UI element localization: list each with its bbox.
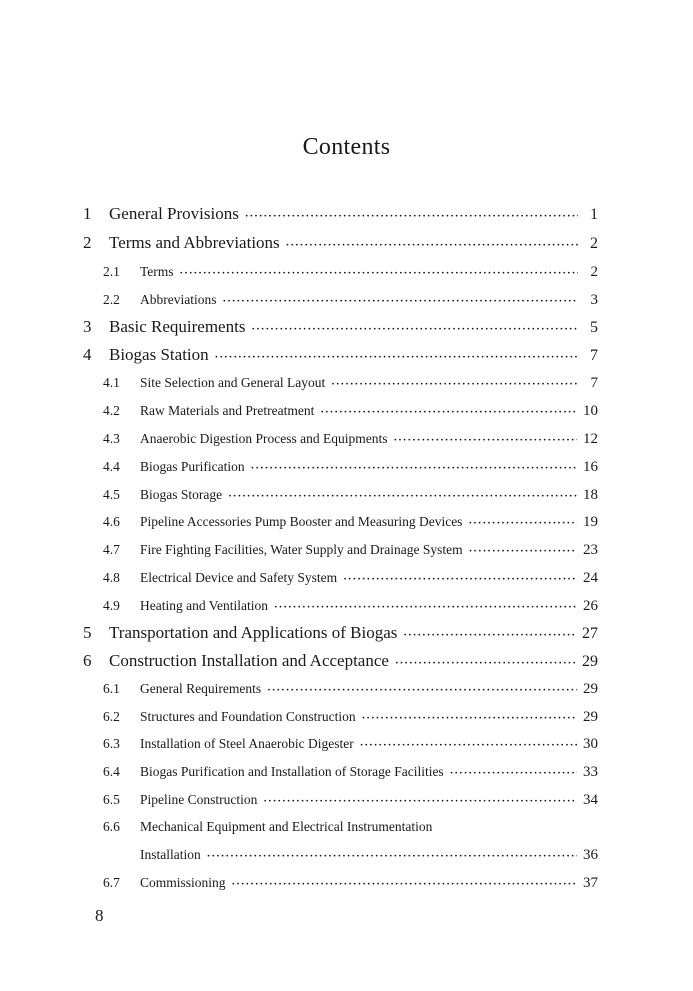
toc-entry-title: Construction Installation and Acceptance bbox=[109, 651, 389, 670]
toc-entry-title: Abbreviations bbox=[140, 292, 217, 307]
toc-entry-title: Heating and Ventilation bbox=[140, 598, 268, 613]
leader-dots bbox=[360, 739, 577, 751]
toc-entry[interactable] bbox=[83, 317, 598, 337]
toc-entry-number: 6.4 bbox=[103, 764, 120, 779]
toc-entry-title: Terms bbox=[140, 264, 174, 279]
toc-entry[interactable] bbox=[103, 875, 598, 892]
toc-entry[interactable] bbox=[103, 375, 598, 392]
toc-entry[interactable] bbox=[103, 487, 598, 504]
toc-entry-page: 29 bbox=[583, 681, 598, 697]
leader-dots bbox=[180, 267, 578, 279]
toc-entry-number: 4.5 bbox=[103, 487, 120, 502]
toc-entry-title-continued: Installation bbox=[140, 847, 201, 862]
toc-entry-title: Anaerobic Digestion Process and Equipments bbox=[140, 431, 388, 446]
toc-entry-title: Pipeline Accessories Pump Booster and Measuring Devices bbox=[140, 514, 463, 529]
toc-entry-number: 6.5 bbox=[103, 792, 120, 807]
toc-entry-number: 5 bbox=[83, 623, 92, 642]
toc-entry[interactable] bbox=[83, 233, 598, 253]
toc-entry[interactable] bbox=[83, 345, 598, 365]
toc-entry-number: 3 bbox=[83, 317, 92, 336]
leader-dots bbox=[215, 351, 578, 363]
toc-entry-number: 2.2 bbox=[103, 292, 120, 307]
toc-entry-continuation[interactable] bbox=[140, 847, 598, 864]
leader-dots bbox=[403, 629, 576, 641]
leader-dots bbox=[320, 406, 577, 418]
toc-entry-page: 23 bbox=[583, 542, 598, 558]
toc-entry-number: 6.2 bbox=[103, 709, 120, 724]
toc-entry-page: 7 bbox=[590, 347, 598, 364]
toc-entry-title: Biogas Purification bbox=[140, 459, 245, 474]
toc-entry-page: 2 bbox=[590, 264, 598, 280]
toc-entry-page: 30 bbox=[583, 736, 598, 752]
leader-dots bbox=[251, 323, 578, 335]
toc-entry-title: General Provisions bbox=[109, 204, 239, 223]
toc-entry-title: Installation of Steel Anaerobic Digester bbox=[140, 736, 354, 751]
toc-entry-page: 37 bbox=[583, 875, 598, 891]
page-number: 8 bbox=[95, 906, 104, 925]
leader-dots bbox=[450, 767, 577, 779]
toc-entry-page: 36 bbox=[583, 847, 598, 863]
leader-dots bbox=[393, 434, 577, 446]
toc-entry-page: 7 bbox=[590, 375, 598, 391]
toc-entry[interactable] bbox=[103, 736, 598, 753]
toc-entry-title: Electrical Device and Safety System bbox=[140, 570, 338, 585]
toc-entry[interactable] bbox=[103, 764, 598, 781]
toc-entry-page: 12 bbox=[583, 431, 598, 447]
toc-entry-number: 6 bbox=[83, 651, 92, 670]
leader-dots bbox=[245, 210, 578, 222]
toc-entry-title: Transportation and Applications of Biogas bbox=[109, 623, 398, 642]
toc-entry-title: Basic Requirements bbox=[109, 317, 246, 336]
toc-entry-title: Structures and Foundation Construction bbox=[140, 709, 356, 724]
leader-dots bbox=[331, 378, 578, 390]
toc-entry-title: Biogas Storage bbox=[140, 487, 223, 502]
leader-dots bbox=[468, 517, 577, 529]
toc-entry[interactable] bbox=[103, 459, 598, 476]
toc-entry-number: 4.3 bbox=[103, 431, 120, 446]
toc-entry[interactable] bbox=[103, 709, 598, 726]
leader-dots bbox=[395, 657, 576, 669]
toc-entry-number: 1 bbox=[83, 204, 92, 223]
toc-entry-page: 33 bbox=[583, 764, 598, 780]
toc-entry-page: 18 bbox=[583, 487, 598, 503]
toc-entry[interactable] bbox=[103, 819, 598, 835]
toc-entry-title: General Requirements bbox=[140, 681, 262, 696]
toc-entry-number: 6.7 bbox=[103, 875, 120, 890]
toc-entry[interactable] bbox=[83, 204, 598, 224]
toc-entry-page: 27 bbox=[582, 625, 598, 642]
leader-dots bbox=[343, 573, 577, 585]
toc-entry-page: 19 bbox=[583, 514, 598, 530]
toc-entry[interactable] bbox=[103, 514, 598, 531]
leader-dots bbox=[232, 878, 577, 890]
toc-entry-page: 5 bbox=[590, 319, 598, 336]
leader-dots bbox=[362, 712, 577, 724]
toc-entry-number: 4.8 bbox=[103, 570, 120, 585]
toc-entry-title: Biogas Station bbox=[109, 345, 209, 364]
toc-entry-title: Pipeline Construction bbox=[140, 792, 258, 807]
toc-entry-number: 4.7 bbox=[103, 542, 120, 557]
toc-entry-number: 4.6 bbox=[103, 514, 120, 529]
toc-entry-number: 2.1 bbox=[103, 264, 120, 279]
toc-entry[interactable] bbox=[103, 264, 598, 281]
toc-entry-page: 29 bbox=[582, 653, 598, 670]
page-title: Contents bbox=[302, 134, 391, 160]
toc-entry[interactable] bbox=[103, 542, 598, 559]
leader-dots bbox=[207, 850, 577, 862]
toc-entry[interactable] bbox=[103, 431, 598, 448]
toc-entry[interactable] bbox=[83, 623, 598, 643]
toc-entry-number: 2 bbox=[83, 233, 92, 252]
toc-entry[interactable] bbox=[83, 651, 598, 671]
leader-dots bbox=[228, 490, 577, 502]
toc-entry-title: Mechanical Equipment and Electrical Instrumentation bbox=[140, 819, 433, 834]
leader-dots bbox=[267, 684, 577, 696]
toc-entry-number: 6.1 bbox=[103, 681, 120, 696]
toc-entry-page: 34 bbox=[583, 792, 598, 808]
toc-entry-title: Raw Materials and Pretreatment bbox=[140, 403, 315, 418]
toc-entry-title: Fire Fighting Facilities, Water Supply and Drainage System bbox=[140, 542, 463, 557]
toc-entry[interactable] bbox=[103, 570, 598, 587]
toc-entry-page: 16 bbox=[583, 459, 598, 475]
toc-entry-title: Commissioning bbox=[140, 875, 226, 890]
toc-entry-title: Terms and Abbreviations bbox=[109, 233, 280, 252]
toc-entry[interactable] bbox=[103, 403, 598, 420]
toc-entry-number: 4.2 bbox=[103, 403, 120, 418]
leader-dots bbox=[263, 795, 577, 807]
leader-dots bbox=[274, 601, 577, 613]
toc-entry-title: Biogas Purification and Installation of Storage Facilities bbox=[140, 764, 444, 779]
toc-entry[interactable] bbox=[103, 792, 598, 809]
leader-dots bbox=[469, 545, 577, 557]
toc-entry-number: 4 bbox=[83, 345, 92, 364]
toc-entry-number: 4.1 bbox=[103, 375, 120, 390]
toc-entry[interactable] bbox=[103, 681, 598, 698]
toc-entry-page: 24 bbox=[583, 570, 598, 586]
toc-entry-page: 3 bbox=[590, 292, 598, 308]
leader-dots bbox=[223, 295, 579, 307]
toc-entry-page: 10 bbox=[583, 403, 598, 419]
toc-entry-number: 4.4 bbox=[103, 459, 120, 474]
toc-entry-number: 4.9 bbox=[103, 598, 120, 613]
toc-entry-title: Site Selection and General Layout bbox=[140, 375, 326, 390]
toc-entry[interactable] bbox=[103, 292, 598, 309]
leader-dots bbox=[286, 239, 578, 251]
toc-entry-number: 6.3 bbox=[103, 736, 120, 751]
toc-entry-page: 1 bbox=[590, 206, 598, 223]
toc-entry-page: 2 bbox=[590, 235, 598, 252]
toc-entry-page: 26 bbox=[583, 598, 598, 614]
toc-entry-number: 6.6 bbox=[103, 819, 120, 834]
leader-dots bbox=[251, 462, 577, 474]
toc-entry[interactable] bbox=[103, 598, 598, 615]
toc-entry-page: 29 bbox=[583, 709, 598, 725]
